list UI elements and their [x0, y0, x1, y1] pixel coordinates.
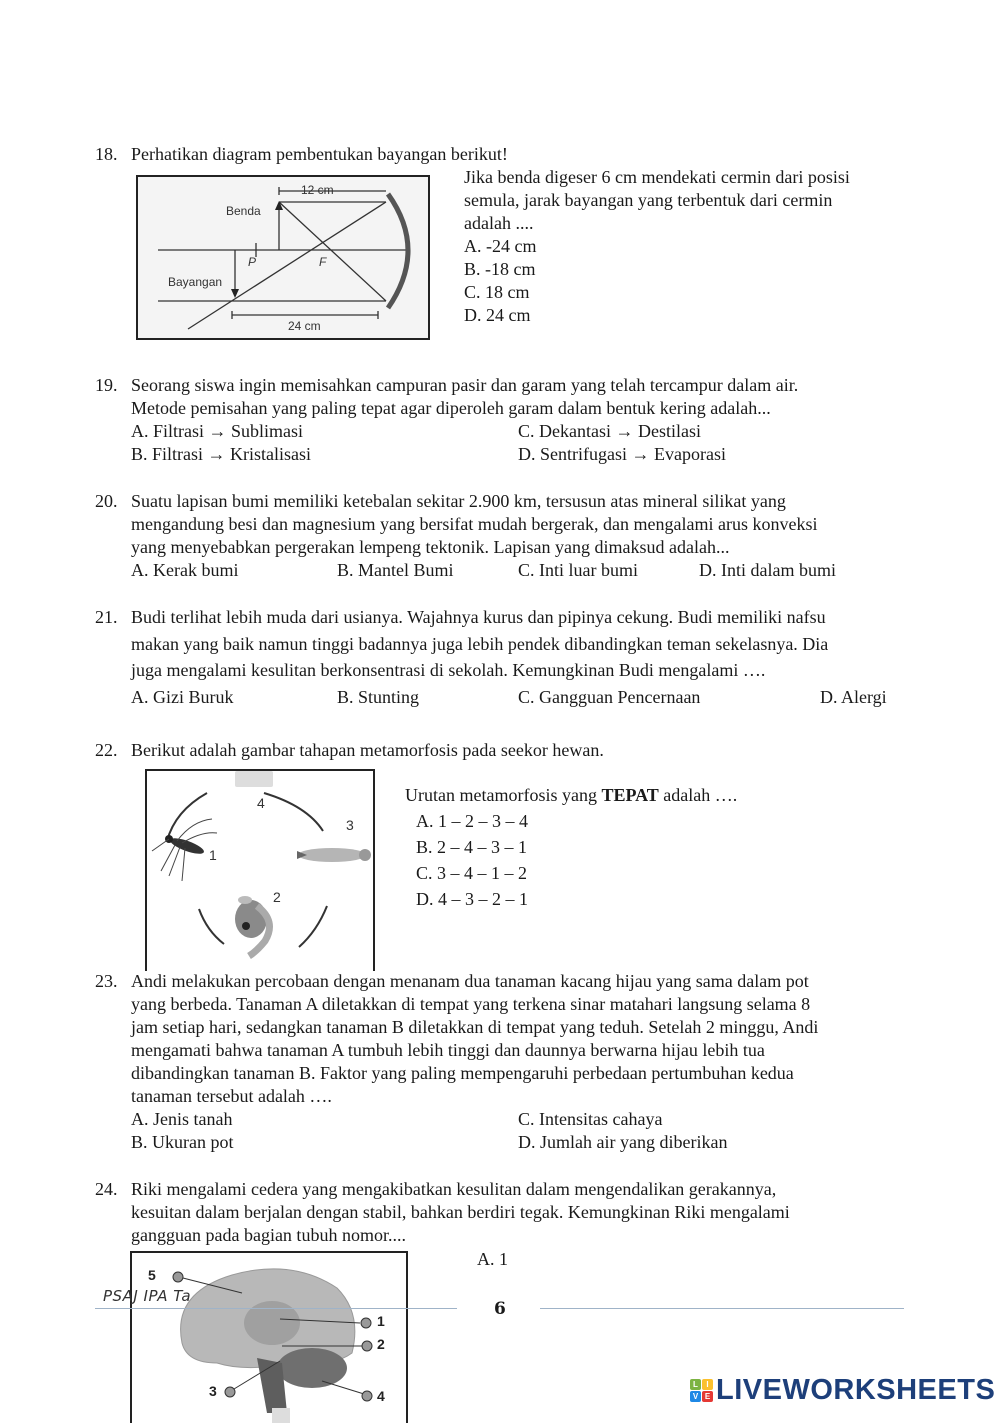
brain-diagram — [130, 1251, 408, 1423]
option-c[interactable]: C. 3 – 4 – 1 – 2 — [416, 863, 528, 883]
stage-label-1: 1 — [209, 847, 217, 863]
option-d[interactable]: D. Jumlah air yang diberikan — [518, 1132, 728, 1152]
footer-divider-right — [540, 1308, 904, 1309]
option-b[interactable]: B. -18 cm — [464, 259, 536, 279]
question-text: dibandingkan tanaman B. Faktor yang paling mempengaruhi perbedaan pertumbuhan kedua — [131, 1063, 794, 1083]
option-d[interactable]: D. 4 – 3 – 2 – 1 — [416, 889, 528, 909]
question-text-pre: Urutan metamorfosis yang — [405, 785, 602, 805]
question-text: Budi terlihat lebih muda dari usianya. Wajahnya kurus dan pipinya cekung. Budi memiliki nafsu — [131, 607, 826, 627]
question-text: adalah .... — [464, 213, 534, 233]
cycle-arc-top-right — [264, 793, 323, 831]
question-text: Riki mengalami cedera yang mengakibatkan kesulitan dalam mengendalikan gerakannya, — [131, 1179, 777, 1199]
question-number: 23. — [95, 971, 118, 991]
mosquito-icon — [152, 819, 217, 881]
option-a[interactable]: A. Filtrasi → Sublimasi — [131, 421, 304, 441]
cycle-arc-top-left — [167, 793, 207, 841]
pointer-4 — [322, 1381, 364, 1394]
question-text-emphasis: TEPAT — [601, 785, 659, 805]
question-number: 24. — [95, 1179, 118, 1199]
marker-4 — [362, 1391, 372, 1401]
option-c[interactable]: C. Intensitas cahaya — [518, 1109, 663, 1129]
question-text: mengamati bahwa tanaman A tumbuh lebih tinggi dan daunnya berwarna hijau lebih tua — [131, 1040, 765, 1060]
option-d[interactable]: D. Sentrifugasi → Evaporasi — [518, 444, 726, 464]
option-d[interactable]: D. 24 cm — [464, 305, 531, 325]
question-number: 18. — [95, 144, 118, 164]
badge-letter: V — [690, 1391, 701, 1402]
option-c[interactable]: C. Dekantasi → Destilasi — [518, 421, 701, 441]
stage-label-4: 4 — [257, 795, 265, 811]
option-b[interactable]: B. Stunting — [337, 687, 420, 707]
question-text: yang menyebabkan pergerakan lempeng tektonik. Lapisan yang dimaksud adalah... — [131, 537, 730, 557]
footer-divider-left — [95, 1308, 457, 1309]
label-12cm: 12 cm — [301, 183, 334, 197]
option-a[interactable]: A. 1 – 2 – 3 – 4 — [416, 811, 528, 831]
question-text: juga mengalami kesulitan berkonsentrasi di sekolah. Kemungkinan Budi mengalami …. — [131, 660, 766, 680]
brain-label-1: 1 — [377, 1313, 385, 1329]
option-a[interactable]: A. Jenis tanah — [131, 1109, 233, 1129]
liveworksheets-logo[interactable] — [690, 1374, 995, 1407]
badge-letter: I — [702, 1379, 713, 1390]
metamorphosis-diagram — [145, 769, 375, 971]
question-text: gangguan pada bagian tubuh nomor.... — [131, 1225, 406, 1245]
brain-label-5: 5 — [148, 1267, 156, 1283]
pupa-icon — [235, 896, 270, 956]
question-text-post: adalah …. — [658, 785, 738, 805]
label-24cm: 24 cm — [288, 319, 321, 333]
question-text: mengandung besi dan magnesium yang bersifat mudah bergerak, dan mengalami arus konveksi — [131, 514, 818, 534]
question-number: 22. — [95, 740, 118, 760]
cycle-arc-bottom-left — [199, 909, 224, 944]
question-text: yang berbeda. Tanaman A diletakkan di tempat yang terkena sinar matahari langsung selama 8 — [131, 994, 811, 1014]
stage-label-3: 3 — [346, 817, 354, 833]
concave-mirror — [388, 194, 408, 308]
option-a[interactable]: A. -24 cm — [464, 236, 537, 256]
option-a[interactable]: A. Gizi Buruk — [131, 687, 234, 707]
option-b[interactable]: B. 2 – 4 – 3 – 1 — [416, 837, 528, 857]
marker-5 — [173, 1272, 183, 1282]
question-text: Seorang siswa ingin memisahkan campuran pasir dan garam yang telah tercampur dalam air. — [131, 375, 799, 395]
question-text: Metode pemisahan yang paling tepat agar diperoleh garam dalam bentuk kering adalah... — [131, 398, 771, 418]
question-text: Jika benda digeser 6 cm mendekati cermin dari posisi — [464, 167, 850, 187]
label-bayangan: Bayangan — [168, 275, 223, 289]
brain-label-3: 3 — [209, 1383, 217, 1399]
marker-3 — [225, 1387, 235, 1397]
option-a[interactable]: A. Kerak bumi — [131, 560, 239, 580]
cycle-arc-bottom-right — [299, 906, 327, 947]
option-d[interactable]: D. Inti dalam bumi — [699, 560, 836, 580]
option-b[interactable]: B. Filtrasi → Kristalisasi — [131, 444, 311, 464]
option-a[interactable]: A. 1 — [477, 1249, 508, 1269]
question-number: 19. — [95, 375, 118, 395]
badge-letter: E — [702, 1391, 713, 1402]
option-b[interactable]: B. Mantel Bumi — [337, 560, 454, 580]
live-badge-icon — [690, 1379, 713, 1402]
brain-label-2: 2 — [377, 1336, 385, 1352]
footer-label: PSAJ IPA Ta — [103, 1287, 192, 1305]
question-text: makan yang baik namun tinggi badannya juga lebih pendek dibandingkan teman sekelasnya. Dia — [131, 634, 829, 654]
brand-name: LIVEWORKSHEETS — [716, 1374, 996, 1406]
marker-2 — [362, 1341, 372, 1351]
option-c[interactable]: C. Inti luar bumi — [518, 560, 638, 580]
option-c[interactable]: C. Gangguan Pencernaan — [518, 687, 701, 707]
page-number: 6 — [494, 1299, 506, 1319]
focal-ray-2 — [188, 202, 386, 329]
question-text: Berikut adalah gambar tahapan metamorfosis pada seekor hewan. — [131, 740, 604, 760]
brain-label-4: 4 — [377, 1388, 385, 1404]
focal-ray-1 — [279, 202, 386, 301]
larva-icon — [297, 848, 371, 862]
label-p: P — [248, 255, 257, 269]
question-text: Suatu lapisan bumi memiliki ketebalan sekitar 2.900 km, tersusun atas mineral silikat yang — [131, 491, 786, 511]
question-text: Perhatikan diagram pembentukan bayangan berikut! — [131, 144, 508, 164]
mirror-diagram — [136, 175, 430, 340]
marker-1 — [361, 1318, 371, 1328]
egg-raft-icon — [235, 771, 273, 787]
option-c[interactable]: C. 18 cm — [464, 282, 530, 302]
label-f: F — [319, 255, 327, 269]
question-number: 20. — [95, 491, 118, 511]
badge-letter: L — [690, 1379, 701, 1390]
question-text: kesuitan dalam berjalan dengan stabil, bahkan berdiri tegak. Kemungkinan Riki mengalami — [131, 1202, 790, 1222]
question-number: 21. — [95, 607, 118, 627]
stage-label-2: 2 — [273, 889, 281, 905]
question-text: Andi melakukan percobaan dengan menanam dua tanaman kacang hijau yang sama dalam pot — [131, 971, 809, 991]
option-b[interactable]: B. Ukuran pot — [131, 1132, 234, 1152]
question-text: tanaman tersebut adalah …. — [131, 1086, 332, 1106]
question-text: jam setiap hari, sedangkan tanaman B diletakkan di tempat yang teduh. Setelah 2 minggu, Andi — [131, 1017, 819, 1037]
option-d[interactable]: D. Alergi — [820, 687, 887, 707]
question-text — [405, 784, 737, 807]
label-benda: Benda — [226, 204, 261, 218]
question-text: semula, jarak bayangan yang terbentuk dari cermin — [464, 190, 833, 210]
